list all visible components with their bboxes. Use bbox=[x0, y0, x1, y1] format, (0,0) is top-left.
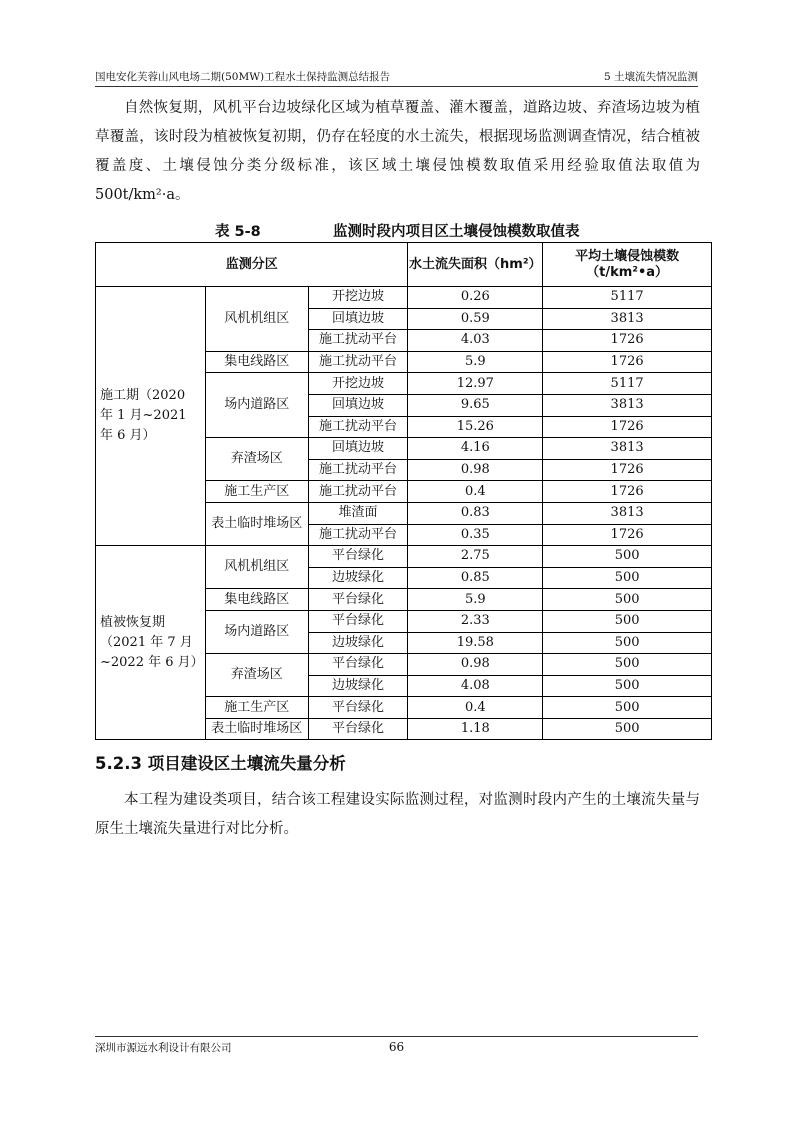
zone-group: 施工生产区 bbox=[205, 481, 308, 503]
erosion-type: 堆渣面 bbox=[308, 502, 408, 524]
modulus-value: 1726 bbox=[543, 416, 712, 438]
area-value: 12.97 bbox=[408, 373, 543, 395]
area-value: 0.59 bbox=[408, 308, 543, 330]
modulus-value: 3813 bbox=[543, 502, 712, 524]
erosion-type: 平台绿化 bbox=[308, 697, 408, 719]
area-value: 0.98 bbox=[408, 654, 543, 676]
area-value: 1.18 bbox=[408, 718, 543, 740]
modulus-value: 500 bbox=[543, 589, 712, 611]
header-area: 水土流失面积（hm²） bbox=[408, 243, 543, 287]
erosion-type: 开挖边坡 bbox=[308, 373, 408, 395]
area-value: 0.85 bbox=[408, 567, 543, 589]
area-value: 0.35 bbox=[408, 524, 543, 546]
paragraph-analysis: 本工程为建设类项目，结合该工程建设实际监测过程，对监测时段内产生的土壤流失量与原生土壤流失量进行对比分析。 bbox=[95, 792, 700, 837]
erosion-type: 回填边坡 bbox=[308, 308, 408, 330]
erosion-type: 施工扰动平台 bbox=[308, 481, 408, 503]
erosion-type: 平台绿化 bbox=[308, 654, 408, 676]
erosion-type: 施工扰动平台 bbox=[308, 330, 408, 352]
modulus-value: 500 bbox=[543, 546, 712, 568]
table-header-row bbox=[96, 243, 712, 287]
table-number: 表 5-8 bbox=[215, 224, 261, 240]
erosion-type: 平台绿化 bbox=[308, 589, 408, 611]
modulus-value: 500 bbox=[543, 567, 712, 589]
erosion-type: 回填边坡 bbox=[308, 438, 408, 460]
header-chapter: 5 土壤流失情况监测 bbox=[603, 71, 698, 83]
zone-group: 集电线路区 bbox=[205, 589, 308, 611]
modulus-value: 500 bbox=[543, 632, 712, 654]
zone-group: 风机机组区 bbox=[205, 287, 308, 352]
area-value: 5.9 bbox=[408, 589, 543, 611]
erosion-type: 施工扰动平台 bbox=[308, 416, 408, 438]
phase-construction: 施工期（2020 年 1 月~2021 年 6 月） bbox=[96, 287, 206, 546]
modulus-value: 500 bbox=[543, 675, 712, 697]
erosion-modulus-table bbox=[95, 242, 712, 740]
zone-group: 场内道路区 bbox=[205, 610, 308, 653]
modulus-value: 500 bbox=[543, 697, 712, 719]
modulus-value: 3813 bbox=[543, 438, 712, 460]
zone-group: 集电线路区 bbox=[205, 351, 308, 373]
footer-company: 深圳市源远水利设计有限公司 bbox=[95, 1042, 232, 1054]
header-report-title: 国电安化芙蓉山风电场二期(50MW)工程水土保持监测总结报告 bbox=[95, 71, 391, 83]
area-value: 15.26 bbox=[408, 416, 543, 438]
modulus-value: 1726 bbox=[543, 459, 712, 481]
area-value: 2.75 bbox=[408, 546, 543, 568]
erosion-type: 施工扰动平台 bbox=[308, 459, 408, 481]
zone-group: 风机机组区 bbox=[205, 546, 308, 589]
modulus-value: 3813 bbox=[543, 308, 712, 330]
erosion-type: 平台绿化 bbox=[308, 610, 408, 632]
erosion-type: 开挖边坡 bbox=[308, 287, 408, 309]
area-value: 19.58 bbox=[408, 632, 543, 654]
zone-group: 弃渣场区 bbox=[205, 438, 308, 481]
erosion-type: 施工扰动平台 bbox=[308, 351, 408, 373]
page-footer bbox=[95, 1036, 698, 1061]
area-value: 4.08 bbox=[408, 675, 543, 697]
header-modulus: 平均土壤侵蚀模数（t/km²•a） bbox=[543, 243, 712, 287]
page-number: 66 bbox=[388, 1040, 405, 1054]
paragraph-natural-recovery: 自然恢复期，风机平台边坡绿化区域为植草覆盖、灌木覆盖，道路边坡、弃渣场边坡为植草覆盖，该时段为植被恢复初期，仍存在轻度的水土流失，根据现场监测调查情况，结合植被覆盖度、土壤侵蚀分类分级标准，该区域土壤侵蚀模数取值采用经验取值法取值为 500t/km²·a。 bbox=[95, 100, 700, 203]
phase-recovery: 植被恢复期（2021 年 7 月~2022 年 6 月） bbox=[96, 546, 206, 740]
table-title: 监测时段内项目区土壤侵蚀模数取值表 bbox=[333, 224, 580, 240]
erosion-type: 边坡绿化 bbox=[308, 632, 408, 654]
table-caption bbox=[95, 216, 715, 240]
modulus-value: 5117 bbox=[543, 373, 712, 395]
area-value: 9.65 bbox=[408, 394, 543, 416]
modulus-value: 500 bbox=[543, 654, 712, 676]
zone-group: 场内道路区 bbox=[205, 373, 308, 438]
erosion-type: 平台绿化 bbox=[308, 546, 408, 568]
area-value: 4.03 bbox=[408, 330, 543, 352]
erosion-type: 平台绿化 bbox=[308, 718, 408, 740]
area-value: 0.83 bbox=[408, 502, 543, 524]
area-value: 0.4 bbox=[408, 697, 543, 719]
modulus-value: 500 bbox=[543, 718, 712, 740]
area-value: 2.33 bbox=[408, 610, 543, 632]
erosion-type: 回填边坡 bbox=[308, 394, 408, 416]
area-value: 0.26 bbox=[408, 287, 543, 309]
area-value: 4.16 bbox=[408, 438, 543, 460]
erosion-type: 施工扰动平台 bbox=[308, 524, 408, 546]
area-value: 0.4 bbox=[408, 481, 543, 503]
area-value: 0.98 bbox=[408, 459, 543, 481]
erosion-type: 边坡绿化 bbox=[308, 567, 408, 589]
zone-group: 表土临时堆场区 bbox=[205, 502, 308, 545]
zone-group: 表土临时堆场区 bbox=[205, 718, 308, 740]
modulus-value: 1726 bbox=[543, 330, 712, 352]
zone-group: 施工生产区 bbox=[205, 697, 308, 719]
modulus-value: 500 bbox=[543, 610, 712, 632]
zone-group: 弃渣场区 bbox=[205, 654, 308, 697]
modulus-value: 1726 bbox=[543, 524, 712, 546]
modulus-value: 5117 bbox=[543, 287, 712, 309]
section-heading: 5.2.3 项目建设区土壤流失量分析 bbox=[95, 754, 346, 773]
table-row bbox=[96, 287, 712, 309]
page-header bbox=[95, 66, 698, 87]
modulus-value: 3813 bbox=[543, 394, 712, 416]
table-row bbox=[96, 546, 712, 568]
area-value: 5.9 bbox=[408, 351, 543, 373]
erosion-type: 边坡绿化 bbox=[308, 675, 408, 697]
modulus-value: 1726 bbox=[543, 351, 712, 373]
modulus-value: 1726 bbox=[543, 481, 712, 503]
header-zone: 监测分区 bbox=[96, 243, 408, 287]
